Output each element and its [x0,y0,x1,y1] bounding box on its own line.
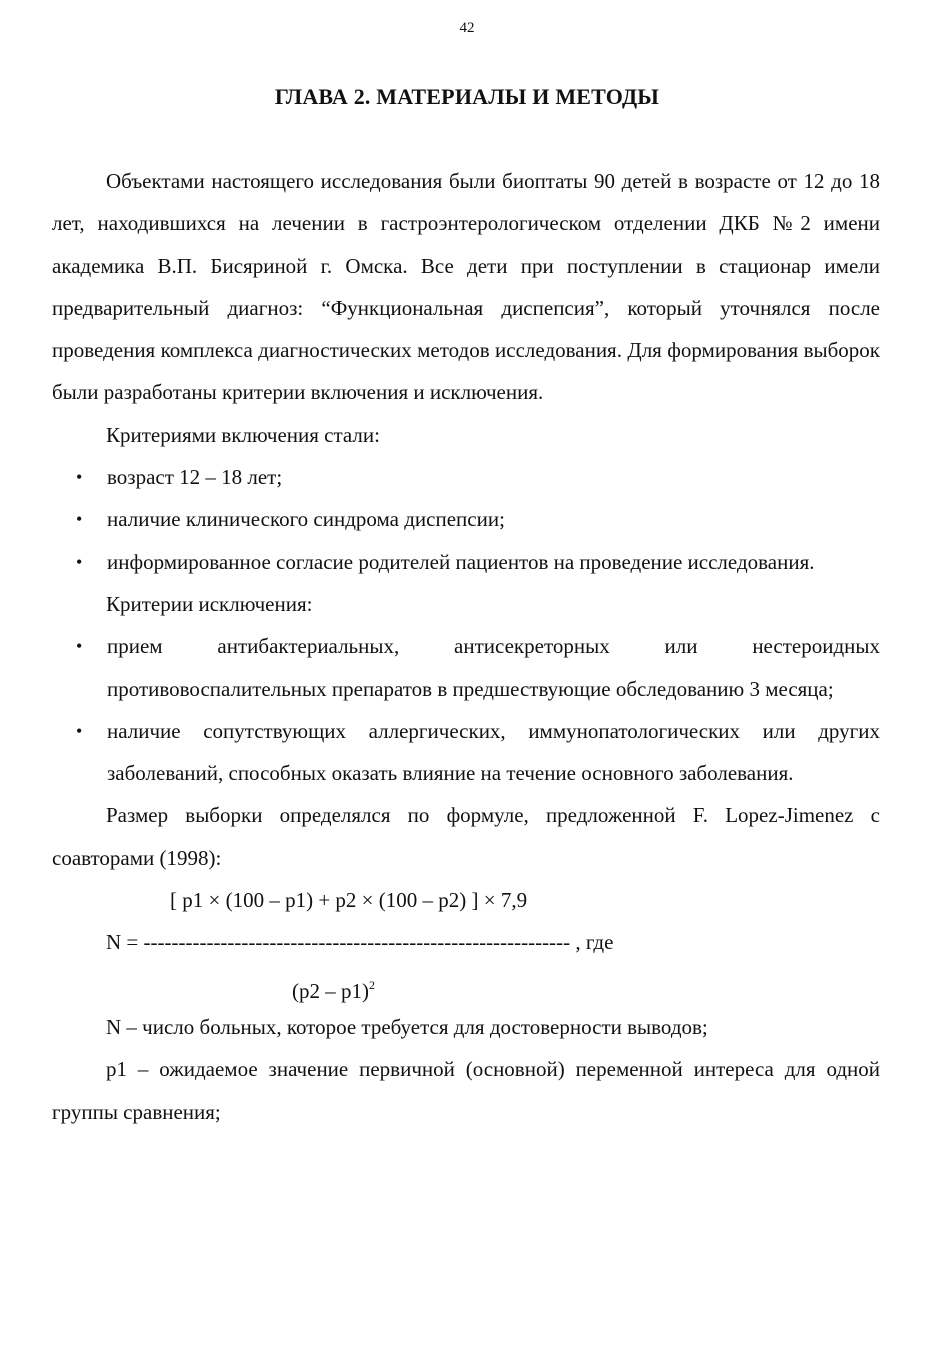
bullet-icon: • [76,720,83,741]
formula-denominator [292,964,375,1012]
definition-n: N – число больных, которое требуется для достоверности выводов; [106,1015,708,1040]
list-item [52,541,880,583]
formula-numerator: [ p1 × (100 – p1) + p2 × (100 – p2) ] × 7,9 [170,888,528,913]
definition-p1: p1 – ожидаемое значение первичной (основной) переменной интереса для одной группы сравнения; [52,1057,880,1124]
list-item-text: возраст 12 – 18 лет; [107,465,283,490]
chapter-title: ГЛАВА 2. МАТЕРИАЛЫ И МЕТОДЫ [274,84,660,109]
list-item [52,625,880,710]
list-item [52,456,880,498]
list-item-text: наличие клинического синдрома диспепсии; [107,507,505,532]
formula-denominator-base: (p2 – p1) [292,979,369,1004]
exclusion-heading: Критерии исключения: [106,591,313,616]
list-item [52,498,880,540]
document-body [52,160,880,1133]
formula-fraction-line: N = ------------------------------------------------------------- , где [106,930,614,955]
list-item-text: прием антибактериальных, антисекреторных или нестероидных противовоспалительных препаратов в предшествующие обследованию 3 месяца; [107,634,880,701]
sample-size-formula [52,879,880,1006]
bullet-icon: • [76,551,83,572]
bullet-icon: • [76,636,83,657]
bullet-icon: • [76,467,83,488]
exclusion-list [52,625,880,794]
inclusion-heading: Критериями включения стали: [106,422,380,447]
sample-size-paragraph: Размер выборки определялся по формуле, предложенной F. Lopez-Jimenez с соавторами (1998): [52,803,880,870]
list-item-text: информированное согласие родителей пациентов на проведение исследования. [107,549,815,574]
bullet-icon: • [76,509,83,530]
list-item [52,710,880,795]
formula-exponent: 2 [369,978,375,993]
inclusion-list [52,456,880,583]
page-number: 42 [459,20,475,36]
list-item-text: наличие сопутствующих аллергических, иммунопатологических или других заболеваний, способных оказать влияние на течение основного заболевания. [107,718,880,786]
intro-paragraph: Объектами настоящего исследования были биоптаты 90 детей в возрасте от 12 до 18 лет, находившихся на лечении в гастроэнтерологическом отделении ДКБ №2 имени академика В.П. Бисяриной г. Омска. Все дети при поступлении в стационар имели предварительный диагноз: “Функциональная диспепсия”, который уточнялся после проведения комплекса диагностических методов исследования. Для формирования выборок были разработаны критерии включения и исключения. [52,169,880,405]
